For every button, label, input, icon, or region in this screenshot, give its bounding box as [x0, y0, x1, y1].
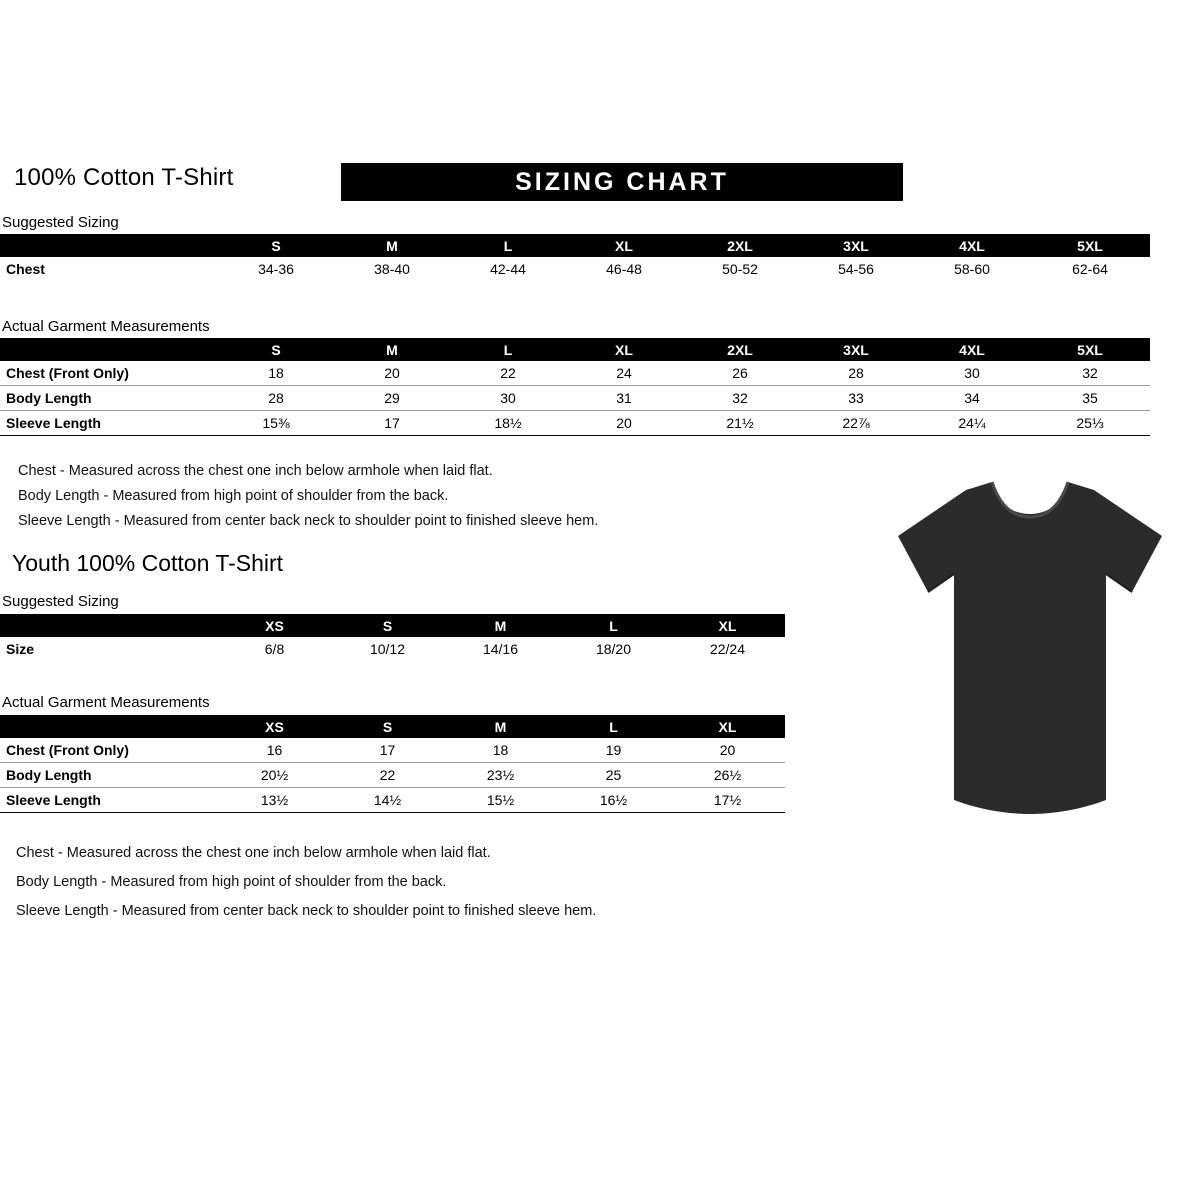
cell: 17 [331, 738, 444, 763]
youth-suggested-sizing-label: Suggested Sizing [2, 593, 119, 610]
column-header [0, 234, 218, 257]
cell: 28 [798, 361, 914, 386]
youth-actual-measurements-table [0, 715, 785, 813]
table-row [0, 637, 785, 661]
cell: 46-48 [606, 261, 642, 277]
cell: 25⅓ [1030, 411, 1150, 436]
adult-note-chest: Chest - Measured across the chest one inch below armhole when laid flat. [18, 463, 493, 479]
cell: 20 [566, 411, 682, 436]
column-header: 3XL [798, 234, 914, 257]
column-header: XL [670, 614, 785, 637]
tshirt-illustration [880, 470, 1180, 830]
column-header: S [331, 715, 444, 738]
column-header: 4XL [914, 338, 1030, 361]
column-header: S [331, 614, 444, 637]
cell: 34 [914, 386, 1030, 411]
table-row [0, 788, 785, 813]
column-header: XL [670, 715, 785, 738]
cell: 23½ [444, 763, 557, 788]
column-header: 3XL [798, 338, 914, 361]
cell: 30 [914, 361, 1030, 386]
cell: 17½ [670, 788, 785, 813]
table-row [0, 738, 785, 763]
adult-actual-measurements-label: Actual Garment Measurements [2, 318, 210, 335]
cell: 16½ [557, 788, 670, 813]
cell: 14/16 [482, 641, 519, 657]
youth-section-title: Youth 100% Cotton T-Shirt [12, 550, 284, 576]
youth-note-body-length: Body Length - Measured from high point of shoulder from the back. [16, 874, 447, 890]
column-header: S [218, 234, 334, 257]
cell: 26½ [670, 763, 785, 788]
column-header: XS [218, 715, 331, 738]
cell: 6/8 [264, 641, 285, 657]
cell: 15⅜ [218, 411, 334, 436]
column-header: 2XL [682, 338, 798, 361]
row-label: Size [6, 641, 35, 657]
cell: 18½ [450, 411, 566, 436]
column-header [0, 715, 218, 738]
row-label: Chest [6, 261, 45, 277]
column-header: 5XL [1030, 338, 1150, 361]
cell: 54-56 [838, 261, 874, 277]
row-label: Chest (Front Only) [0, 361, 218, 386]
cell: 35 [1030, 386, 1150, 411]
column-header [0, 338, 218, 361]
cell: 14½ [331, 788, 444, 813]
cell: 15½ [444, 788, 557, 813]
cell: 18 [444, 738, 557, 763]
table-row [0, 386, 1150, 411]
cell: 62-64 [1072, 261, 1108, 277]
cell: 24 [566, 361, 682, 386]
cell: 33 [798, 386, 914, 411]
cell: 20 [334, 361, 450, 386]
cell: 10/12 [369, 641, 406, 657]
column-header: M [444, 614, 557, 637]
table-row [0, 257, 1150, 281]
sizing-chart-banner [341, 163, 903, 201]
table-header-row [0, 715, 785, 738]
cell: 22 [450, 361, 566, 386]
cell: 16 [218, 738, 331, 763]
adult-section-title: 100% Cotton T-Shirt [14, 164, 234, 191]
column-header: 5XL [1030, 234, 1150, 257]
cell: 58-60 [954, 261, 990, 277]
cell: 30 [450, 386, 566, 411]
adult-note-sleeve-length: Sleeve Length - Measured from center back neck to shoulder point to finished sleeve hem. [18, 513, 599, 529]
cell: 38-40 [374, 261, 410, 277]
column-header: 4XL [914, 234, 1030, 257]
column-header [0, 614, 218, 637]
table-row [0, 411, 1150, 436]
cell: 50-52 [722, 261, 758, 277]
youth-note-chest: Chest - Measured across the chest one inch below armhole when laid flat. [16, 845, 491, 861]
column-header: L [450, 234, 566, 257]
tshirt-icon [880, 470, 1180, 830]
row-label: Body Length [0, 763, 218, 788]
table-header-row [0, 234, 1150, 257]
cell: 26 [682, 361, 798, 386]
cell: 32 [1030, 361, 1150, 386]
cell: 22 [331, 763, 444, 788]
column-header: M [444, 715, 557, 738]
cell: 20½ [218, 763, 331, 788]
cell: 13½ [218, 788, 331, 813]
youth-actual-measurements-label: Actual Garment Measurements [2, 694, 210, 711]
cell: 32 [682, 386, 798, 411]
column-header: 2XL [682, 234, 798, 257]
table-header-row [0, 614, 785, 637]
row-label: Chest (Front Only) [0, 738, 218, 763]
table-header-row [0, 338, 1150, 361]
cell: 18 [218, 361, 334, 386]
column-header: L [450, 338, 566, 361]
cell: 17 [334, 411, 450, 436]
cell: 22⅞ [798, 411, 914, 436]
youth-note-sleeve-length: Sleeve Length - Measured from center back neck to shoulder point to finished sleeve hem. [16, 903, 597, 919]
cell: 34-36 [258, 261, 294, 277]
row-label: Sleeve Length [0, 788, 218, 813]
table-row [0, 763, 785, 788]
youth-suggested-sizing-table [0, 614, 785, 661]
cell: 31 [566, 386, 682, 411]
cell: 29 [334, 386, 450, 411]
cell: 19 [557, 738, 670, 763]
column-header: M [334, 338, 450, 361]
cell: 24¼ [914, 411, 1030, 436]
cell: 20 [670, 738, 785, 763]
column-header: L [557, 715, 670, 738]
cell: 42-44 [490, 261, 526, 277]
cell: 21½ [682, 411, 798, 436]
adult-suggested-sizing-label: Suggested Sizing [2, 214, 119, 231]
cell: 22/24 [709, 641, 746, 657]
row-label: Sleeve Length [0, 411, 218, 436]
column-header: S [218, 338, 334, 361]
column-header: M [334, 234, 450, 257]
adult-actual-measurements-table [0, 338, 1150, 436]
cell: 25 [557, 763, 670, 788]
adult-suggested-sizing-table [0, 234, 1150, 281]
row-label: Body Length [0, 386, 218, 411]
column-header: XL [566, 234, 682, 257]
sizing-chart-banner-label: SIZING CHART [515, 168, 729, 196]
adult-note-body-length: Body Length - Measured from high point of shoulder from the back. [18, 488, 449, 504]
column-header: XS [218, 614, 331, 637]
cell: 18/20 [595, 641, 632, 657]
column-header: L [557, 614, 670, 637]
table-row [0, 361, 1150, 386]
column-header: XL [566, 338, 682, 361]
cell: 28 [218, 386, 334, 411]
